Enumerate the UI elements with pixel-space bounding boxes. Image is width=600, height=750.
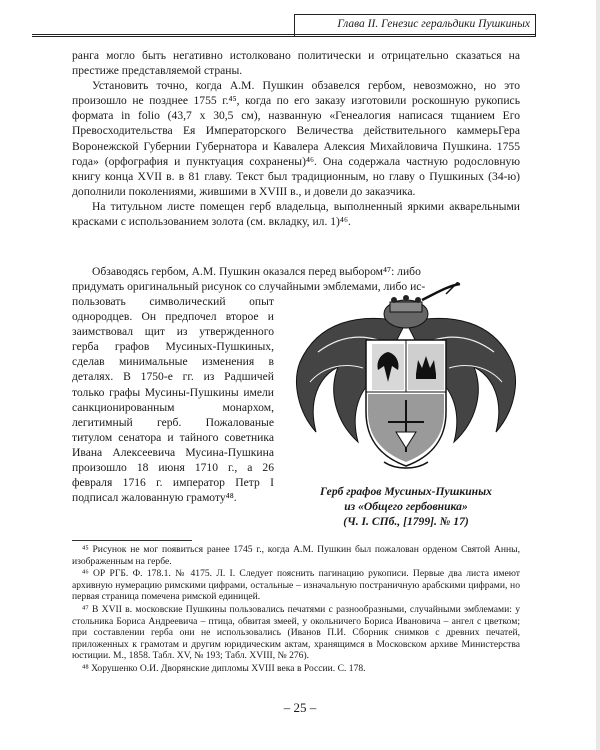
coat-of-arms-illustration [288, 282, 524, 472]
paragraph-title-sheet: На титульном листе помещен герб владельца, выполненный яркими акварельными красками с использованием золота (см. вкладку, ил. 1)⁴⁶. [72, 199, 520, 229]
running-head: Глава II. Генезис геральдики Пушкиных [337, 18, 530, 30]
footnote-47: ⁴⁷ В XVII в. московские Пушкины пользовались печатями с разнообразными, случайными эмблемами: у стольника Бориса Андреевича – птица, обвитая змеей, у окольничего Бориса Ивановича – ангел с цветком; при составлении герба они не использовались (Иванов П.И. Сборник снимков с древних печатей, приложенных к грамотам и другим юридическим актам, хранящимся в Московском архиве Министерства юстиции. М., 1858. Табл. XV, № 193; Табл. XVIII, № 276). [72, 603, 520, 662]
page-edge-shadow [596, 0, 600, 750]
coat-of-arms-figure [288, 282, 524, 472]
header-rule-double [32, 36, 536, 37]
paragraph-choice-line2: придумать оригинальный рисунок со случайными эмблемами, либо ис- [72, 280, 426, 293]
paragraph-coat-of-arms-date: Установить точно, когда А.М. Пушкин обзавелся гербом, невозможно, но это произошло не позднее 1755 г.⁴⁵, когда по его заказу изготовили роскошную рукопись формата in folio (43,7 x 30,5 см), названную «Генеалогия написася тщанием Его Превосходительства Ея Императорского Величества действительного каммерьГера Воронежской Губернии Губернатора и Кавалера Алексия Михайловича Пушкина. 1755 года» (орфография и пунктуация сохранены)⁴⁶. Она содержала частную родословную книгу конца XVII в. в 81 главу. Текст был традиционным, но главу о Пушкиных (34-ю) дополнили поколениями, жившими в XVIII в., и довели до заказчика. [72, 79, 520, 198]
paragraph-choice-line1: Обзаводясь гербом, А.М. Пушкин оказался перед выбором⁴⁷: либо [92, 265, 421, 278]
caption-line-3: (Ч. I. СПб., [1799]. № 17) [343, 515, 469, 528]
paragraph-choice-wrapped: пользовать символический опыт однородцев. Он предпочел второе и заимствовал щит из утвержденного герба графов Мусиных-Пушкиных, сделав минимальные изменения в деталях. В 1750-е гг. из Радшичей только графы Мусины-Пушкины имели санкционированным монархом, легитимный герб. Пожалованые титулом сенатора и тайного советника Ивана Алексеевича Мусина-Пушкина произошло 18 июня 1710 г., а 26 февраля 1716 г. император Петр I подписал жалованную грамоту⁴⁸. [72, 295, 274, 505]
footnote-45: ⁴⁵ Рисунок не мог появиться ранее 1745 г., когда А.М. Пушкин был пожалован орденом Святой Анны, изображенным на гербе. [72, 544, 520, 567]
footnotes-block [72, 544, 520, 676]
paragraph-continuation: ранга могло быть негативно истолковано политически и отрицательно сказаться на престиже представляемой страны. [72, 49, 520, 78]
figure-caption [288, 484, 524, 529]
caption-line-2: из «Общего гербовника» [344, 500, 468, 513]
footnote-separator [72, 540, 192, 541]
page-number: – 25 – [283, 700, 317, 715]
header-rule [32, 34, 536, 35]
footnote-48: ⁴⁸ Хорушенко О.И. Дворянские дипломы XVIII века в России. С. 178. [82, 662, 366, 674]
caption-line-1: Герб графов Мусиных-Пушкиных [320, 485, 492, 498]
main-text-block [72, 48, 520, 229]
footnote-46: ⁴⁶ ОР РГБ. Ф. 178.1. № 4175. Л. I. Следует пояснить пагинацию рукописи. Первые два листа имеют архивную нумерацию римскими цифрами, остальные – изначальную постраничную арабскими цифрами, но первая страница помечена римской единицей. [72, 568, 520, 603]
